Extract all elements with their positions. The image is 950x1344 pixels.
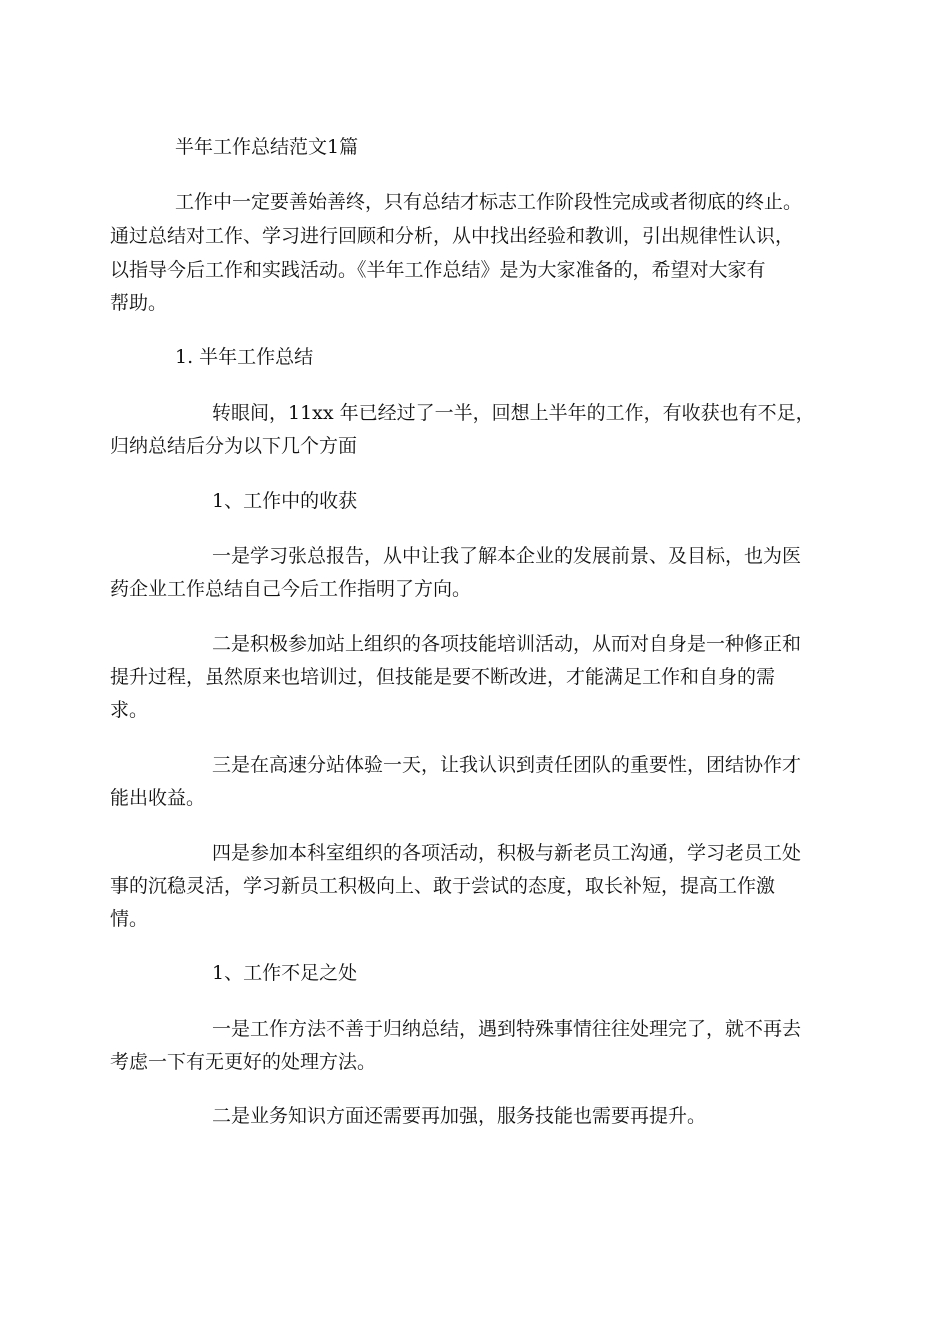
gain-3-line-1: 三是在高速分站体验一天，让我认识到责任团队的重要性，团结协作才 (212, 754, 802, 776)
opening-line-2: 归纳总结后分为以下几个方面 (110, 435, 358, 457)
gain-1-line-2: 药企业工作总结自己今后工作指明了方向。 (110, 578, 472, 600)
gain-4-line-3: 情。 (110, 908, 149, 930)
gain-2-line-1: 二是积极参加站上组织的各项技能培训活动，从而对自身是一种修正和 (212, 633, 802, 655)
gain-4-line-2: 事的沉稳灵活，学习新员工积极向上、敢于尝试的态度，取长补短，提高工作激 (110, 875, 776, 897)
intro-line-2: 通过总结对工作、学习进行回顾和分析，从中找出经验和教训，引出规律性认识， (110, 225, 795, 247)
shortcoming-1-line-2: 考虑一下有无更好的处理方法。 (110, 1051, 377, 1073)
gain-3-line-2: 能出收益。 (110, 787, 206, 809)
gain-2-line-2: 提升过程，虽然原来也培训过，但技能是要不断改进，才能满足工作和自身的需 (110, 666, 776, 688)
intro-line-1: 工作中一定要善始善终，只有总结才标志工作阶段性完成或者彻底的终止。 (175, 191, 803, 213)
opening-line-1: 转眼间，11xx 年已经过了一半，回想上半年的工作，有收获也有不足， (212, 402, 815, 424)
shortcoming-2-line-1: 二是业务知识方面还需要再加强，服务技能也需要再提升。 (212, 1105, 707, 1127)
gain-2-line-3: 求。 (110, 699, 149, 721)
gain-4-line-1: 四是参加本科室组织的各项活动，积极与新老员工沟通，学习老员工处 (212, 842, 802, 864)
shortcoming-1-line-1: 一是工作方法不善于归纳总结，遇到特殊事情往往处理完了，就不再去 (212, 1018, 802, 1040)
document-title: 半年工作总结范文1篇 (175, 136, 359, 158)
shortcomings-heading: 1、工作不足之处 (212, 962, 358, 984)
section-heading: 1. 半年工作总结 (175, 346, 314, 368)
intro-line-4: 帮助。 (110, 292, 168, 314)
gain-1-line-1: 一是学习张总报告，从中让我了解本企业的发展前景、及目标，也为医 (212, 545, 802, 567)
intro-line-3: 以指导今后工作和实践活动。《半年工作总结》是为大家准备的，希望对大家有 (110, 259, 766, 281)
gains-heading: 1、工作中的收获 (212, 490, 358, 512)
